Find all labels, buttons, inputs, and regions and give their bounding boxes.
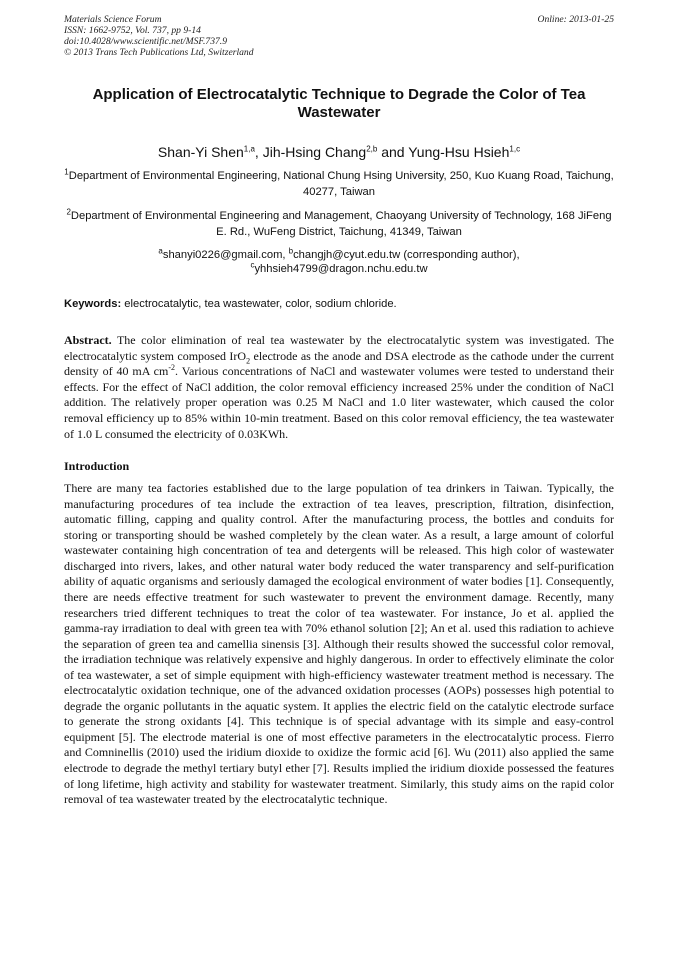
abstract xyxy=(64,333,614,442)
copyright-line: © 2013 Trans Tech Publications Ltd, Switzerland xyxy=(64,47,254,58)
author-separator: , xyxy=(254,144,263,160)
abstract-text: electrode as the anode and DSA electrode as the cathode under the current density of 40 mA cm xyxy=(64,348,614,379)
issn-line: ISSN: 1662-9752, Vol. 737, pp 9-14 xyxy=(64,25,201,36)
affiliation-1 xyxy=(64,169,614,200)
journal-header xyxy=(64,14,614,58)
affiliation-sup: 2 xyxy=(66,207,71,217)
author-name: Yung-Hsu Hsieh xyxy=(408,144,510,160)
affiliation-sup: 1 xyxy=(64,167,69,177)
affiliation-2 xyxy=(64,209,614,240)
affiliation-text: Department of Environmental Engineering and Management, Chaoyang University of Technology, 168 JiFeng E. Rd., WuFeng District, Taichung, 41349, Taiwan xyxy=(70,210,612,238)
author-affil-sup: 2,b xyxy=(366,144,378,154)
affiliation-text: Department of Environmental Engineering, National Chung Hsing University, 250, Kuo Kuang Road, Taichung, 40277, Taiwan xyxy=(68,170,614,198)
author-list xyxy=(64,143,614,161)
email-c[interactable]: yhhsieh4799@dragon.nchu.edu.tw xyxy=(254,263,428,275)
email-sup: b xyxy=(288,246,294,256)
keywords-label: Keywords: xyxy=(64,298,122,310)
email-b[interactable]: changjh@cyut.edu.tw (corresponding author), xyxy=(293,249,520,261)
abstract-text: The color elimination of real tea wastewater by the electrocatalytic system was investigated. The electrocatalytic system composed IrO xyxy=(64,333,614,363)
section-heading-introduction: Introduction xyxy=(64,459,130,474)
author-name: Shan-Yi Shen xyxy=(157,144,244,160)
email-sup: a xyxy=(158,246,163,256)
abstract-subscript: 2 xyxy=(246,355,251,365)
keywords-text: electrocatalytic, tea wastewater, color, sodium chloride. xyxy=(121,298,397,310)
email-line xyxy=(64,262,614,276)
author-name: Jih-Hsing Chang xyxy=(262,144,367,160)
online-date: Online: 2013-01-25 xyxy=(537,14,614,25)
author-affil-sup: 1,a xyxy=(243,144,255,154)
paper-title: Application of Electrocatalytic Technique to Degrade the Color of Tea Wastewater xyxy=(92,86,586,121)
abstract-text: . Various concentrations of NaCl and wastewater volumes were tested to understand their effects. For the effect of NaCl addition, the color removal efficiency increased 25% under the condition of NaCl addition. The relatively proper operation was 0.25 M NaCl and 1.0 liter wastewater, which caused the color removal efficiency up to 85% within 10-min treatment. Based on this color removal efficiency, the tea wastewater of 1.0 L consumed the electricity of 0.03KWh. xyxy=(64,364,614,441)
email-a[interactable]: shanyi0226@gmail.com, xyxy=(162,249,289,261)
email-sup: c xyxy=(250,260,255,270)
email-line xyxy=(64,248,614,262)
introduction-body: There are many tea factories established due to the large population of tea drinkers in Taiwan. Typically, the manufacturing procedures of tea include the extraction of tea leaves, prescription, filtration, disinfection, automatic filling, capping and quality control. After the manufacturing process, the bottles and conduits for storing or transporting should be washed completely by the clean water. As a result, a large amount of colorful wastewater containing high concentration of tea and detergents will be released. This high color of wastewater discharged into rivers, lakes, and other natural water body reduced the water transparency and self-purification ability of aquatic organisms and seriously damaged the ecological environment of water bodies [1]. Consequently, there are needs effective treatment for such wastewater to prevent the environment damage. Recently, many researchers tried different techniques to treat the color of tea wastewater. For instance, Jo et al. applied the gamma-ray irradiation to deal with green tea with 70% ethanol solution [2]; An et al. used this radiation to achieve the separation of green tea and camellia sinensis [3]. Although their results showed the successful color removal, the irradiation technique was relatively expensive and highly dangerous. In order to effectively eliminate the color of tea wastewater, a set of simple equipment with high-efficiency wastewater treatment method is necessary. The electrocatalytic oxidation technique, one of the advanced oxidation processes (AOPs) possesses high potential to degrade the organic pollutants in the aquatic system. It applies the electric field on the catalytic electrode surface to generate the strong oxidants [4]. This technique is of special advantage with its simple and easy-control equipment [5]. The electrode material is one of most effective parameters in the electrocatalytic process. Fierro and Comninellis (2010) used the iridium dioxide to oxidize the formic acid [6]. Wu (2011) also applied the same electrode to degrade the methyl tertiary butyl ether [7]. Results implied the iridium dioxide possessed the features of long lifetime, high activity and stability for wastewater treatment. Similarly, this study aims on the rapid color removal of tea wastewater treated by the electrocatalytic technique. xyxy=(64,481,614,807)
abstract-label: Abstract. xyxy=(64,333,112,347)
keywords xyxy=(64,297,614,312)
author-affil-sup: 1,c xyxy=(509,144,521,154)
author-emails xyxy=(64,248,614,276)
author-separator: and xyxy=(377,144,409,160)
paper-page xyxy=(64,14,614,808)
abstract-superscript: -2 xyxy=(168,363,175,373)
journal-name: Materials Science Forum xyxy=(64,14,162,25)
doi-line: doi:10.4028/www.scientific.net/MSF.737.9 xyxy=(64,36,227,47)
